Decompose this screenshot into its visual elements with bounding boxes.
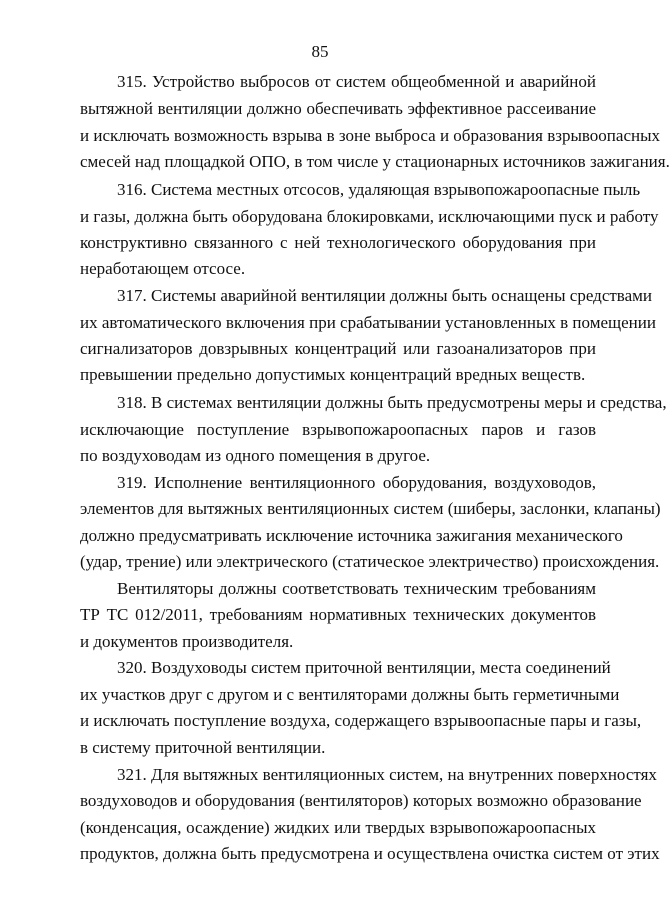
paragraph-line: Вентиляторы должны соответствовать техническим требованиям [117,579,596,598]
paragraph-line: 317. Системы аварийной вентиляции должны быть оснащены средствами [117,286,653,305]
page-number: 85 [311,42,329,61]
paragraph-line: 315. Устройство выбросов от систем общеобменной и аварийной [117,72,596,91]
paragraph-line: в систему приточной вентиляции. [80,738,326,757]
paragraph-line: 321. Для вытяжных вентиляционных систем, на внутренних поверхностях [117,765,657,784]
paragraph-line: и документов производителя. [80,632,294,651]
paragraph-line: их автоматического включения при срабатывании установленных в помещении [80,313,656,332]
paragraph-line: элементов для вытяжных вентиляционных систем (шиберы, заслонки, клапаны) [80,499,661,518]
paragraph-line: и газы, должна быть оборудована блокировками, исключающими пуск и работу [80,207,659,226]
paragraph-line: конструктивно связанного с ней технологического оборудования при [80,233,596,252]
paragraph-line: 319. Исполнение вентиляционного оборудования, воздуховодов, [117,473,596,492]
paragraph-line: продуктов, должна быть предусмотрена и осуществлена очистка систем от этих [80,844,660,863]
paragraph-line: превышении предельно допустимых концентраций вредных веществ. [80,365,586,384]
paragraph-line: воздуховодов и оборудования (вентиляторов) которых возможно образование [80,791,642,810]
paragraph-line: 318. В системах вентиляции должны быть предусмотрены меры и средства, [117,393,667,412]
paragraph-line: исключающие поступление взрывопожароопасных паров и газов [80,420,596,439]
paragraph-line: должно предусматривать исключение источника зажигания механического [80,526,623,545]
paragraph-line: (конденсация, осаждение) жидких или твердых взрывопожароопасных [80,818,596,837]
paragraph-line: неработающем отсосе. [80,259,246,278]
paragraph-line: 316. Система местных отсосов, удаляющая взрывопожароопасные пыль [117,180,641,199]
paragraph-line: (удар, трение) или электрического (статическое электричество) происхождения. [80,552,660,571]
paragraph-line: ТР ТС 012/2011, требованиям нормативных технических документов [80,605,596,624]
paragraph-line: сигнализаторов довзрывных концентраций или газоанализаторов при [80,339,596,358]
paragraph-line: их участков друг с другом и с вентиляторами должны быть герметичными [80,685,620,704]
paragraph-line: 320. Воздуховоды систем приточной вентиляции, места соединений [117,658,611,677]
paragraph-line: вытяжной вентиляции должно обеспечивать эффективное рассеивание [80,99,596,118]
paragraph-line: смесей над площадкой ОПО, в том числе у стационарных источников зажигания. [80,152,670,171]
paragraph-line: и исключать поступление воздуха, содержащего взрывоопасные пары и газы, [80,711,642,730]
paragraph-line: по воздуховодам из одного помещения в другое. [80,446,431,465]
paragraph-line: и исключать возможность взрыва в зоне выброса и образования взрывоопасных [80,126,661,145]
